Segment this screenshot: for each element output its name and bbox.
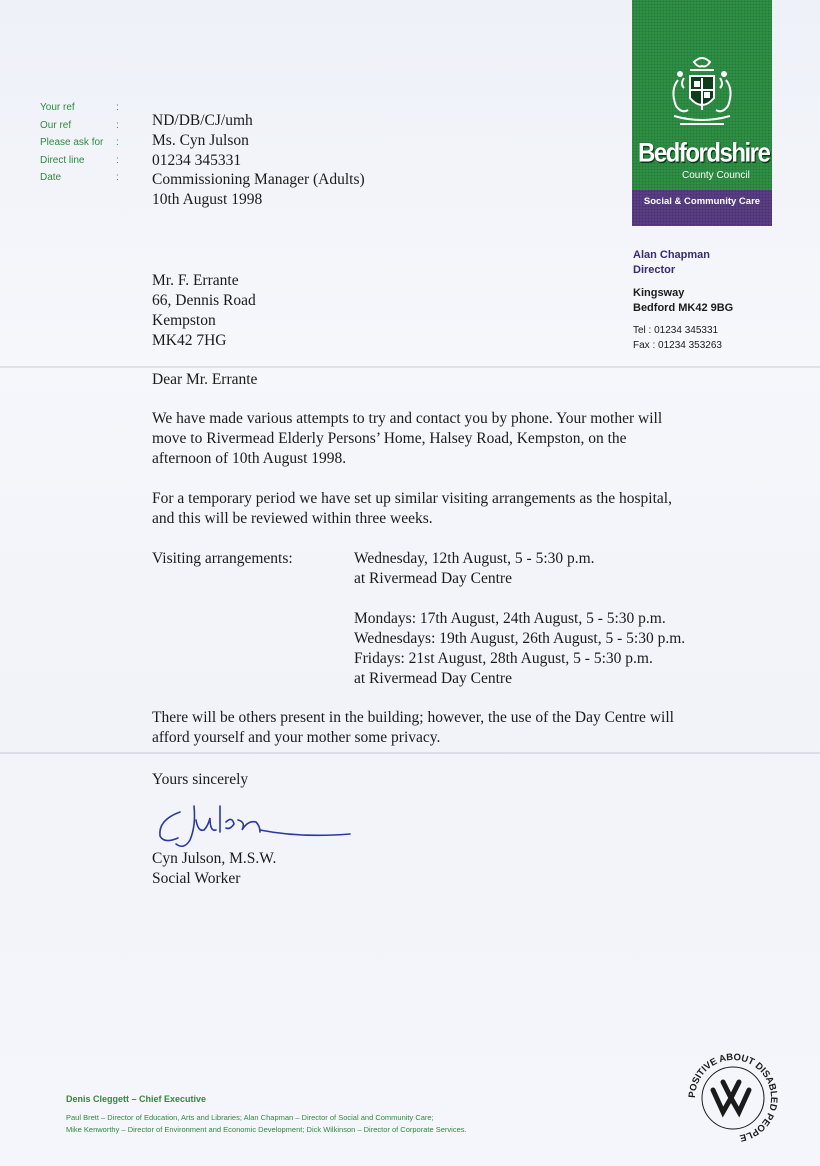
- ref-colon: :: [116, 102, 119, 113]
- council-contact: [633, 323, 722, 353]
- recipient-postcode: MK42 7HG: [152, 332, 227, 349]
- recipient-name: Mr. F. Errante: [152, 272, 239, 289]
- our-ref-value: ND/DB/CJ/umh: [152, 112, 253, 129]
- county-name: Bedfordshire: [638, 138, 770, 169]
- ref-colon: :: [116, 154, 119, 166]
- ref-label-row: [40, 134, 140, 152]
- reference-values: [152, 111, 365, 210]
- telephone: Tel : 01234 345331: [633, 325, 719, 336]
- ref-label: Direct line: [40, 154, 85, 166]
- ref-label-row: [40, 99, 140, 117]
- schedule-line: Wednesday, 12th August, 5 - 5:30 p.m.: [354, 550, 595, 567]
- reference-labels: [40, 99, 140, 187]
- ref-label-row: [40, 152, 140, 170]
- signer-block: [152, 849, 276, 889]
- signer-name: Cyn Julson, M.S.W.: [152, 850, 277, 867]
- council-logo: [632, 0, 772, 226]
- schedule-gap: [354, 589, 685, 609]
- schedule-line: Fridays: 21st August, 28th August, 5 - 5:30 p.m.: [354, 650, 653, 667]
- recipient-street: 66, Dennis Road: [152, 292, 256, 309]
- fax: Fax : 01234 353263: [633, 340, 722, 351]
- paragraph-one: [152, 409, 732, 469]
- schedule-line: at Rivermead Day Centre: [354, 670, 512, 687]
- ref-label: Our ref: [40, 119, 72, 131]
- paragraph-three: [152, 708, 732, 748]
- signer-title: Social Worker: [152, 870, 241, 887]
- ref-colon: :: [116, 137, 119, 148]
- ref-label-row: [40, 169, 140, 187]
- paragraph-line: afford yourself and your mother some privacy.: [152, 729, 441, 746]
- paragraph-line: move to Rivermead Elderly Persons’ Home, Halsey Road, Kempston, on the: [152, 430, 627, 447]
- department-label: Social & Community Care: [643, 196, 761, 207]
- ref-label: Date: [40, 172, 62, 183]
- ref-label: Please ask for: [40, 137, 104, 148]
- director-name: Alan Chapman: [633, 249, 711, 261]
- county-council-label: County Council: [682, 170, 750, 181]
- ask-for-value: Ms. Cyn Julson: [152, 131, 249, 149]
- visiting-schedule: [354, 549, 685, 689]
- paragraph-line: There will be others present in the building; however, the use of the Day Centre will: [152, 709, 674, 726]
- footer: [66, 1093, 467, 1136]
- council-town: Bedford MK42 9BG: [633, 302, 734, 314]
- council-street: Kingsway: [633, 287, 685, 299]
- direct-line-value: 01234 345331: [152, 151, 242, 169]
- paragraph-line: and this will be reviewed within three weeks.: [152, 510, 433, 527]
- schedule-line: Mondays: 17th August, 24th August, 5 - 5:30 p.m.: [354, 610, 666, 627]
- salutation: Dear Mr. Errante: [152, 371, 258, 388]
- coat-of-arms-icon: [660, 52, 744, 136]
- date-value: 10th August 1998: [152, 191, 263, 209]
- recipient-address: [152, 271, 256, 351]
- schedule-line: at Rivermead Day Centre: [354, 570, 512, 587]
- paragraph-line: For a temporary period we have set up similar visiting arrangements as the hospital,: [152, 490, 672, 507]
- chief-executive: Denis Cleggett – Chief Executive: [66, 1094, 207, 1104]
- recipient-town: Kempston: [152, 312, 216, 329]
- schedule-line: Wednesdays: 19th August, 26th August, 5 - 5:30 p.m.: [354, 630, 686, 647]
- positive-about-disabled-people-logo: [683, 1048, 783, 1148]
- ref-colon: :: [116, 172, 119, 183]
- paper-fold: [0, 366, 820, 368]
- footer-directors-line: Paul Brett – Director of Education, Arts and Libraries; Alan Chapman – Director of Social and Community Care;: [66, 1113, 434, 1122]
- director-block: [633, 248, 710, 278]
- badge-text: POSITIVE ABOUT DISABLED PEOPLE: [686, 1051, 780, 1144]
- ref-label: Your ref: [40, 102, 75, 113]
- footer-directors-line: Mike Kenworthy – Director of Environment and Economic Development; Dick Wilkinson – Director of Corporate Services.: [66, 1125, 467, 1134]
- paragraph-two: [152, 489, 732, 529]
- ref-colon: :: [116, 119, 119, 131]
- paragraph-line: afternoon of 10th August 1998.: [152, 450, 347, 467]
- visiting-label: Visiting arrangements:: [152, 550, 293, 567]
- paragraph-line: We have made various attempts to try and contact you by phone. Your mother will: [152, 410, 663, 427]
- council-address: [633, 286, 733, 316]
- director-title: Director: [633, 264, 676, 276]
- ref-label-row: [40, 117, 140, 135]
- job-title-value: Commissioning Manager (Adults): [152, 171, 365, 189]
- paper-fold: [0, 752, 820, 754]
- closing: Yours sincerely: [152, 771, 249, 788]
